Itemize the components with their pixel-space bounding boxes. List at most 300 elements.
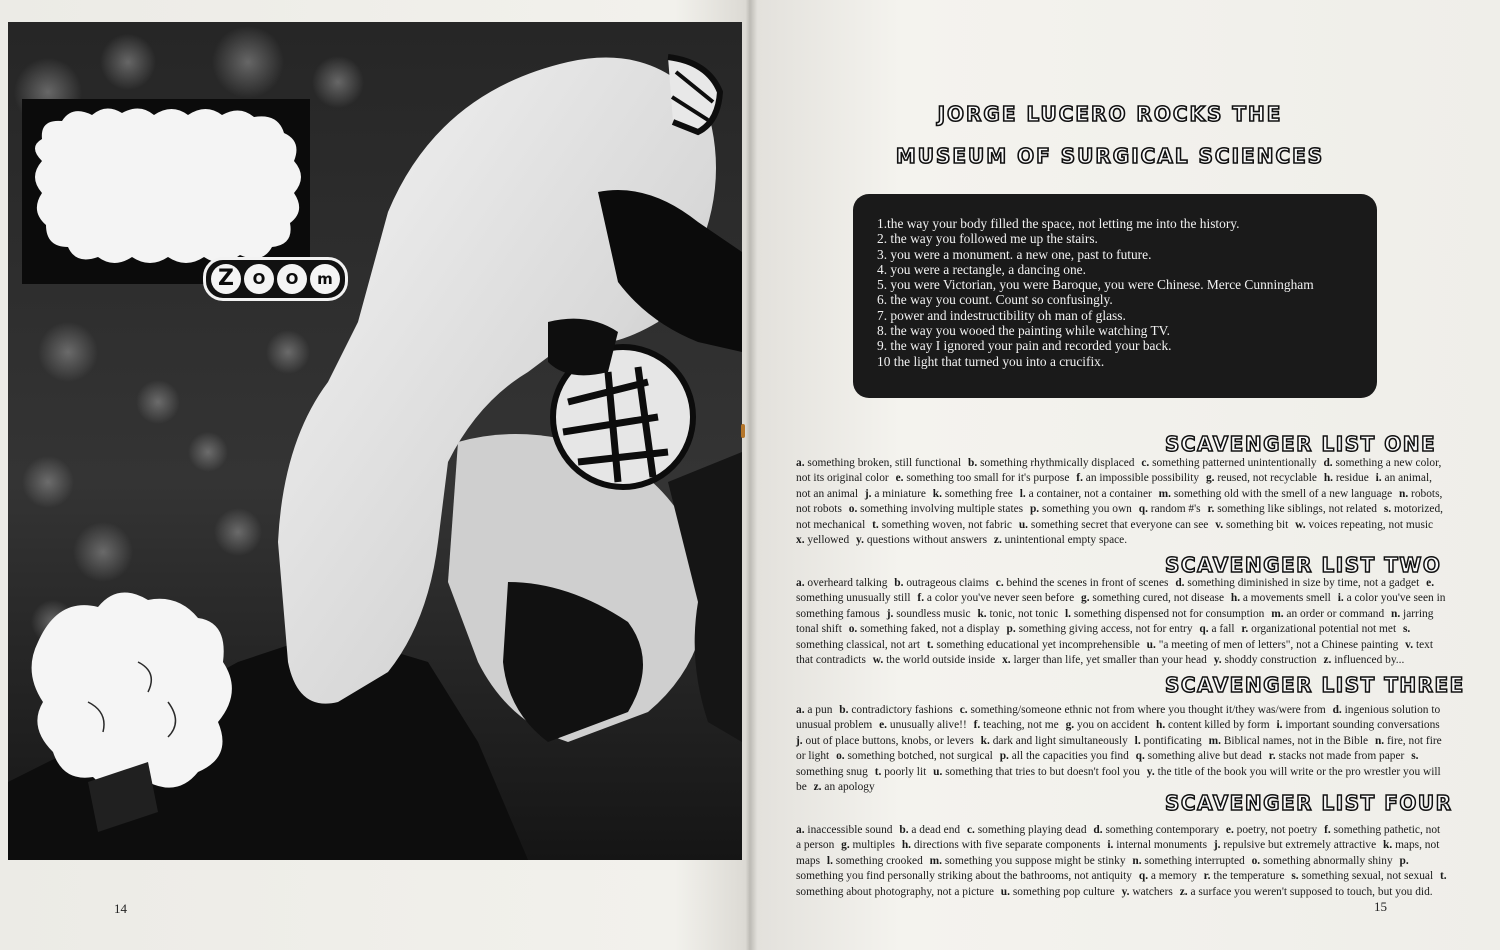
list-item-text: ingenious solution to unusual problem: [796, 704, 1441, 732]
list-item-letter: s.: [1291, 870, 1299, 883]
list-item-letter: k.: [980, 734, 990, 747]
scavenger-list-two-heading: SCAVENGER LIST TWO: [1165, 553, 1442, 577]
list-item-text: something about photography, not a picture: [796, 885, 994, 898]
list-item-letter: t.: [1439, 870, 1447, 883]
list-item-letter: q.: [1199, 623, 1209, 636]
list-item: [873, 654, 995, 666]
list-item: [1209, 735, 1368, 747]
list-item-text: soundless music: [896, 607, 971, 620]
list-item-letter: d.: [1093, 824, 1103, 836]
list-item-text: you on accident: [1077, 719, 1150, 732]
list-item: [796, 704, 832, 716]
list-item-letter: u.: [1000, 885, 1010, 898]
list-item-letter: w.: [872, 654, 884, 667]
list-item-letter: h.: [1230, 592, 1241, 605]
list-item-text: an order or command: [1286, 607, 1385, 620]
list-item-text: watchers: [1132, 885, 1173, 898]
list-item-text: out of place buttons, knobs, or levers: [805, 734, 974, 747]
list-item: [1076, 472, 1199, 484]
list-item-text: something playing dead: [977, 824, 1087, 836]
list-item: [1180, 886, 1433, 898]
list-item-text: a surface you weren't supposed to touch, but you did.: [1190, 885, 1433, 898]
zoom-letter-z: Z: [211, 264, 241, 294]
list-item-letter: y.: [1121, 885, 1130, 898]
list-item-letter: d.: [1175, 577, 1185, 589]
list-item: [977, 608, 1058, 620]
list-item-letter: f.: [973, 719, 981, 732]
list-item: [1226, 824, 1317, 836]
list-item-text: unusually alive!!: [889, 719, 967, 732]
list-item-text: robots, not robots: [796, 487, 1443, 516]
poem-box: [853, 194, 1377, 398]
list-item-letter: a.: [796, 577, 805, 589]
list-item-letter: e.: [1225, 824, 1234, 836]
list-item-letter: z.: [813, 781, 822, 794]
list-item-text: multiples: [852, 839, 895, 852]
list-item-text: something rhythmically displaced: [980, 457, 1135, 469]
poem-line: 3. you were a monument. a new one, past to future.: [877, 246, 1152, 262]
list-item-text: larger than life, yet smaller than your head: [1013, 654, 1207, 667]
scavenger-list-one-text: [796, 456, 1448, 548]
list-item: [896, 472, 1070, 484]
list-item-text: something pop culture: [1012, 885, 1115, 898]
list-item: [796, 457, 961, 469]
list-item-text: something you suppose might be stinky: [944, 854, 1126, 867]
list-item-letter: j.: [796, 734, 803, 747]
list-item: [1207, 503, 1376, 515]
list-item-text: something like siblings, not related: [1217, 503, 1377, 516]
page-number-left: 14: [114, 901, 127, 916]
list-item-letter: j.: [1213, 839, 1221, 852]
list-item-letter: c.: [1141, 457, 1150, 469]
list-item: [1141, 457, 1316, 469]
list-item-letter: l.: [1134, 734, 1141, 747]
list-item: [1199, 623, 1234, 635]
list-item-text: something pathetic, not a person: [796, 824, 1441, 852]
list-item-letter: k.: [1383, 839, 1393, 852]
list-item: [1206, 472, 1317, 484]
list-item: [1000, 750, 1129, 762]
list-item-letter: o.: [848, 503, 858, 516]
list-item-text: directions with five separate components: [913, 839, 1101, 852]
list-item-text: a dead end: [911, 824, 961, 836]
list-item-letter: b.: [899, 824, 909, 836]
list-item: [981, 735, 1128, 747]
zoom-logo-badge: [203, 257, 348, 301]
list-item-text: something unusually still: [796, 592, 911, 605]
poem-line: 2. the way you followed me up the stairs.: [877, 231, 1098, 247]
list-item-text: behind the scenes in front of scenes: [1006, 577, 1169, 589]
list-item-text: a color you've seen in something famous: [796, 592, 1446, 620]
list-item-text: a movements smell: [1242, 592, 1331, 605]
list-item-letter: p.: [999, 750, 1009, 763]
list-item-letter: m.: [929, 854, 942, 867]
list-item-text: teaching, not me: [983, 719, 1059, 732]
list-item: [1019, 519, 1208, 531]
list-item-letter: u.: [1018, 518, 1029, 531]
list-item-text: reused, not recyclable: [1217, 472, 1317, 485]
list-item-letter: g.: [1065, 719, 1075, 732]
list-item-letter: p.: [1029, 503, 1040, 516]
list-item-text: something contemporary: [1105, 824, 1220, 836]
list-item-text: poorly lit: [884, 765, 927, 778]
scavenger-list-three-heading: SCAVENGER LIST THREE: [1165, 673, 1465, 697]
list-item-letter: o.: [836, 750, 845, 763]
list-item-letter: y.: [1146, 765, 1155, 778]
list-item-letter: e.: [879, 719, 888, 732]
list-item-letter: c.: [966, 824, 975, 836]
list-item-letter: j.: [886, 607, 894, 620]
zoom-letter-o1: O: [244, 264, 274, 294]
poem-line: 10 the light that turned you into a crucifix.: [877, 353, 1105, 369]
list-item-text: an animal, not an animal: [796, 472, 1432, 500]
list-item-letter: t.: [926, 638, 934, 651]
list-item-text: the world outside inside: [886, 654, 996, 667]
list-item-text: questions without answers: [866, 534, 988, 547]
list-item-letter: q.: [1138, 870, 1149, 883]
list-item-text: internal monuments: [1116, 839, 1208, 852]
list-item-text: something secret that everyone can see: [1030, 518, 1209, 531]
list-item-text: something botched, not surgical: [847, 750, 993, 763]
list-item-text: a pun: [807, 704, 833, 716]
list-item-letter: n.: [1374, 734, 1385, 747]
list-item-letter: m.: [1158, 487, 1171, 500]
list-item: [856, 534, 987, 546]
list-item-letter: s.: [1402, 623, 1411, 636]
list-item: [1020, 488, 1152, 500]
list-item: [930, 855, 1126, 867]
list-item: [894, 577, 989, 589]
poem-line: 8. the way you wooed the painting while watching TV.: [877, 323, 1170, 339]
list-item: [1002, 654, 1207, 666]
list-item: [1214, 839, 1376, 851]
list-item: [796, 824, 893, 836]
list-item: [996, 577, 1169, 589]
list-item-text: all the capacities you find: [1011, 750, 1129, 763]
list-item-letter: n.: [1391, 607, 1401, 620]
scavenger-list-one-heading: SCAVENGER LIST ONE: [1165, 432, 1437, 456]
list-item: [841, 839, 895, 851]
list-item: [960, 704, 1326, 716]
list-item-letter: z.: [1179, 885, 1188, 898]
poem-line: 4. you were a rectangle, a dancing one.: [877, 261, 1086, 277]
list-item-text: contradictory fashions: [851, 704, 953, 716]
list-item-text: voices repeating, not music: [1308, 518, 1434, 531]
list-item-letter: q.: [1138, 503, 1148, 516]
list-item: [1066, 719, 1150, 731]
list-item-text: something free: [944, 487, 1013, 500]
list-item-text: a color you've never seen before: [926, 592, 1075, 605]
list-item-text: Biblical names, not in the Bible: [1223, 734, 1369, 747]
poem-line: 6. the way you count. Count so confusingly.: [877, 292, 1113, 308]
list-item-text: outrageous claims: [906, 577, 989, 589]
list-item-text: the temperature: [1213, 870, 1285, 883]
list-item: [1269, 750, 1405, 762]
list-item-text: shoddy construction: [1224, 654, 1317, 667]
poem-line: 9. the way I ignored your pain and recorded your back.: [877, 338, 1172, 354]
list-item: [1147, 639, 1399, 651]
list-item: [1215, 519, 1288, 531]
list-item-letter: x.: [796, 534, 805, 547]
list-item-letter: m.: [1208, 734, 1221, 747]
list-item-text: something too small for it's purpose: [906, 472, 1070, 485]
list-item: [1271, 608, 1384, 620]
list-item-text: a fall: [1211, 623, 1235, 636]
list-item-letter: h.: [1155, 719, 1166, 732]
list-item-text: poetry, not poetry: [1236, 824, 1318, 836]
list-item: [1241, 623, 1396, 635]
list-item: [967, 824, 1087, 836]
list-item: [1030, 503, 1132, 515]
spine-staple: [741, 424, 745, 438]
list-item: [1065, 608, 1264, 620]
zoom-letter-m: m: [310, 264, 340, 294]
list-item-text: unintentional empty space.: [1004, 534, 1128, 547]
list-item-letter: d.: [1323, 457, 1333, 469]
list-item: [1231, 592, 1331, 604]
list-item: [1007, 623, 1193, 635]
list-item: [1291, 870, 1433, 882]
list-item-letter: q.: [1135, 750, 1145, 763]
list-item-text: tonic, not tonic: [989, 607, 1059, 620]
list-item-text: something faked, not a display: [860, 623, 1000, 636]
list-item-letter: f.: [1076, 472, 1083, 485]
list-item: [1135, 735, 1202, 747]
scavenger-list-two-text: [796, 576, 1448, 668]
list-item-letter: c.: [995, 577, 1004, 589]
list-item-letter: g.: [841, 839, 850, 852]
list-item-text: something a new color, not its original color: [796, 457, 1442, 485]
list-item-text: something diminished in size by time, not a gadget: [1187, 577, 1420, 589]
list-item-letter: a.: [796, 457, 805, 469]
list-item-text: residue: [1335, 472, 1369, 485]
list-item-text: repulsive but extremely attractive: [1223, 839, 1377, 852]
list-item-text: something cured, not disease: [1092, 592, 1224, 605]
list-item-letter: y.: [1213, 654, 1222, 667]
list-item-text: organizational potential not met: [1251, 623, 1397, 636]
list-item: [933, 488, 1013, 500]
list-item: [1324, 472, 1369, 484]
list-item-letter: a.: [796, 824, 805, 836]
list-item-text: overheard talking: [807, 577, 888, 589]
list-item: [1252, 855, 1393, 867]
list-item-text: influenced by...: [1334, 654, 1405, 667]
list-item: [1175, 577, 1419, 589]
list-item-text: pontificating: [1143, 734, 1202, 747]
list-item-letter: c.: [959, 704, 968, 716]
list-item-text: something abnormally shiny: [1262, 854, 1393, 867]
list-item-text: something educational yet incomprehensible: [936, 638, 1140, 651]
list-item: [887, 608, 971, 620]
list-item-letter: x.: [1002, 654, 1011, 667]
zoom-letter-o2: O: [277, 264, 307, 294]
list-item-text: something interrupted: [1144, 854, 1245, 867]
list-item-text: something patterned unintentionally: [1152, 457, 1317, 469]
list-item-text: a miniature: [874, 487, 926, 500]
list-item-text: an impossible possibility: [1085, 472, 1200, 485]
list-item: [865, 488, 926, 500]
list-item-letter: i.: [1276, 719, 1283, 732]
list-item: [827, 855, 923, 867]
list-item-text: text that contradicts: [796, 638, 1434, 667]
list-item: [1139, 870, 1197, 882]
list-item-letter: a.: [796, 704, 805, 716]
scavenger-list-four-heading: SCAVENGER LIST FOUR: [1165, 791, 1453, 815]
list-item-letter: t.: [872, 518, 879, 531]
list-item: [1132, 855, 1244, 867]
list-item: [902, 839, 1101, 851]
list-item-letter: e.: [1426, 577, 1435, 589]
list-item: [796, 577, 887, 589]
list-item-text: something old with the smell of a new language: [1173, 487, 1393, 500]
list-item: [849, 503, 1023, 515]
list-item-text: something giving access, not for entry: [1018, 623, 1193, 636]
list-item-text: something you find personally striking about the bathrooms, not antiquity: [796, 870, 1132, 883]
list-item-text: something you own: [1042, 503, 1132, 516]
list-item: [1122, 886, 1173, 898]
list-item: [994, 534, 1127, 546]
list-item: [872, 519, 1012, 531]
list-item-letter: n.: [1132, 854, 1142, 867]
list-item-text: something crooked: [835, 854, 923, 867]
list-item-text: "a meeting of men of letters", not a Chinese painting: [1158, 638, 1399, 651]
list-item-text: motorized, not mechanical: [796, 503, 1443, 531]
list-item: [849, 623, 1000, 635]
poem-line: 7. power and indestructibility oh man of glass.: [877, 307, 1126, 323]
list-item: [1139, 503, 1201, 515]
list-item-letter: v.: [1215, 518, 1224, 531]
list-item-text: random #'s: [1150, 503, 1201, 516]
list-item-letter: t.: [874, 765, 882, 778]
list-item-letter: f.: [917, 592, 925, 605]
list-item-letter: z.: [993, 534, 1002, 547]
list-item-letter: r.: [1203, 870, 1211, 883]
list-item-text: dark and light simultaneously: [992, 734, 1128, 747]
list-item: [1001, 886, 1115, 898]
list-item: [1093, 824, 1219, 836]
list-item-letter: p.: [1006, 623, 1016, 636]
list-item: [974, 719, 1059, 731]
list-item-letter: j.: [864, 487, 872, 500]
list-item-text: something involving multiple states: [860, 503, 1024, 516]
list-item: [839, 704, 953, 716]
list-item-letter: l.: [1065, 607, 1072, 620]
list-item-letter: i.: [1375, 472, 1382, 485]
list-item: [1295, 519, 1433, 531]
list-item: [899, 824, 960, 836]
list-item-letter: b.: [894, 577, 904, 589]
list-item: [1156, 719, 1270, 731]
list-item: [1107, 839, 1207, 851]
list-item: [796, 735, 974, 747]
list-item-letter: m.: [1271, 607, 1284, 620]
list-item-letter: e.: [895, 472, 904, 485]
list-item-letter: b.: [839, 704, 849, 716]
list-item-letter: l.: [826, 854, 833, 867]
list-item: [1136, 750, 1262, 762]
list-item-text: inaccessible sound: [807, 824, 893, 836]
list-item: [1214, 654, 1317, 666]
list-item-letter: y.: [856, 534, 864, 547]
list-item: [933, 766, 1140, 778]
scavenger-list-four-text: [796, 823, 1448, 900]
list-item-letter: s.: [1383, 503, 1392, 516]
list-item-text: something classical, not art: [796, 638, 921, 651]
list-item: [1159, 488, 1392, 500]
list-item-text: important sounding conversations: [1285, 719, 1440, 732]
article-title-line2: MUSEUM OF SURGICAL SCIENCES: [895, 144, 1325, 168]
list-item-letter: k.: [977, 607, 987, 620]
list-item: [875, 766, 927, 778]
list-item-letter: s.: [1411, 750, 1419, 763]
article-title-line1: JORGE LUCERO ROCKS THE: [937, 102, 1283, 126]
list-item-letter: z.: [1323, 654, 1332, 667]
list-item: [968, 457, 1134, 469]
list-item-letter: h.: [901, 839, 911, 852]
list-item-text: an apology: [824, 781, 875, 794]
list-item-text: something woven, not fabric: [881, 518, 1012, 531]
list-item: [836, 750, 993, 762]
list-item-letter: g.: [1081, 592, 1090, 605]
list-item-text: jarring tonal shift: [796, 607, 1434, 636]
list-item-letter: w.: [1295, 518, 1306, 531]
list-item-text: yellowed: [807, 534, 850, 547]
list-item: [1323, 654, 1404, 666]
list-item-letter: r.: [1241, 623, 1249, 636]
list-item-letter: o.: [1251, 854, 1261, 867]
list-item: [1204, 870, 1285, 882]
list-item: [879, 719, 967, 731]
list-item-letter: u.: [933, 765, 943, 778]
list-item-letter: r.: [1207, 503, 1215, 516]
list-item-letter: b.: [968, 457, 978, 469]
list-item-text: stacks not made from paper: [1278, 750, 1405, 763]
scavenger-list-three-text: [796, 703, 1448, 795]
list-item: [927, 639, 1140, 651]
poem-line: 5. you were Victorian, you were Baroque, you were Chinese. Merce Cunningham: [877, 277, 1314, 293]
list-item: [814, 781, 875, 793]
list-item-letter: o.: [848, 623, 858, 636]
poem-line: 1.the way your body filled the space, not letting me into the history.: [877, 216, 1240, 231]
list-item-letter: i.: [1107, 839, 1114, 852]
list-item-text: a container, not a container: [1028, 487, 1152, 500]
list-item-letter: l.: [1019, 487, 1026, 500]
list-item-letter: g.: [1205, 472, 1215, 485]
list-item-text: something alive but dead: [1147, 750, 1262, 763]
list-item-text: the title of the book you will write or the pro wrestler you will be: [796, 765, 1441, 794]
list-item: [917, 592, 1074, 604]
list-item-text: something bit: [1225, 518, 1289, 531]
list-item-text: something snug: [796, 765, 868, 778]
list-item-letter: h.: [1323, 472, 1334, 485]
list-item-letter: r.: [1268, 750, 1276, 763]
list-item-letter: k.: [932, 487, 942, 500]
list-item-letter: p.: [1399, 854, 1409, 867]
list-item: [1276, 719, 1439, 731]
page-number-right: 15: [1374, 899, 1387, 914]
list-item-letter: f.: [1324, 824, 1331, 836]
list-item-text: fire, not fire or light: [796, 734, 1442, 763]
list-item-text: something broken, still functional: [807, 457, 962, 469]
list-item-text: something that tries to but doesn't fool you: [945, 765, 1140, 778]
list-item-letter: v.: [1405, 638, 1414, 651]
list-item: [796, 534, 849, 546]
list-item-text: something dispensed not for consumption: [1073, 607, 1265, 620]
list-item-text: something sexual, not sexual: [1301, 870, 1434, 883]
list-item: [1081, 592, 1224, 604]
list-item-letter: n.: [1399, 487, 1409, 500]
list-item-letter: i.: [1337, 592, 1344, 605]
